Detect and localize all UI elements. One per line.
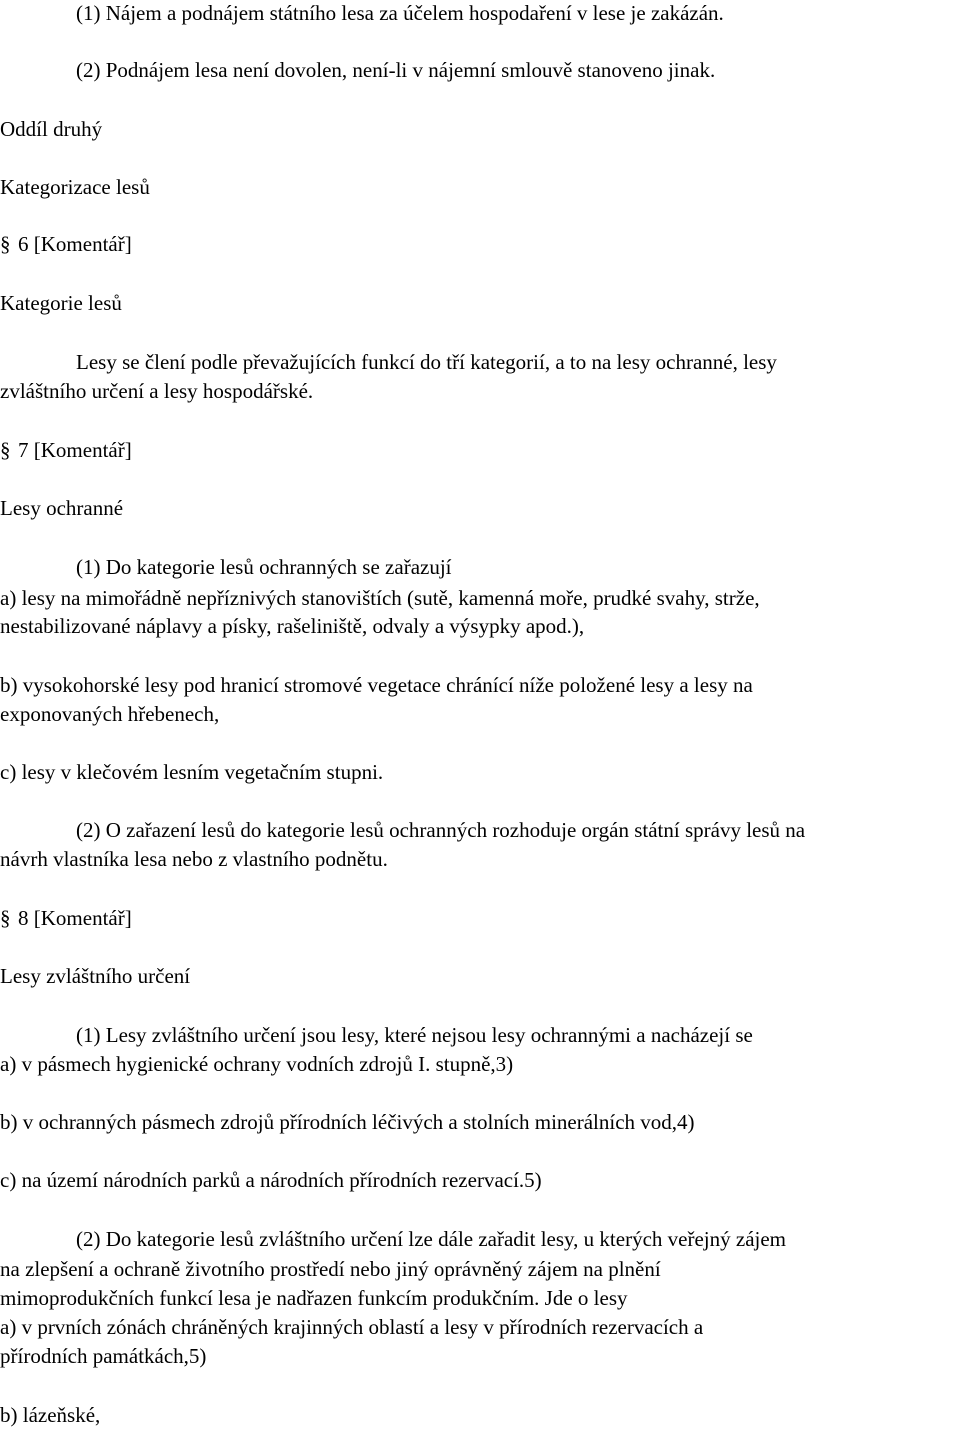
paragraph-line: (2) Do kategorie lesů zvláštního určení lze dále zařadit lesy, u kterých veřejný zájem	[76, 1227, 787, 1251]
paragraph-line: (1) Do kategorie lesů ochranných se zařazují	[76, 555, 452, 579]
paragraph-number-6[interactable]: 6 [Komentář]	[18, 232, 132, 256]
section-sign: §	[0, 906, 11, 930]
paragraph-line: (1) Lesy zvláštního určení jsou lesy, které nejsou lesy ochrannými a nacházejí se	[76, 1023, 753, 1047]
list-item: exponovaných hřebenech,	[0, 702, 220, 726]
paragraph-line: (2) O zařazení lesů do kategorie lesů ochranných rozhoduje orgán státní správy lesů na	[76, 818, 806, 842]
section-title: Kategorizace lesů	[0, 175, 150, 199]
list-item: b) v ochranných pásmech zdrojů přírodních léčivých a stolních minerálních vod,4)	[0, 1110, 695, 1134]
list-item: a) v prvních zónách chráněných krajinných oblastí a lesy v přírodních rezervacích a	[0, 1315, 704, 1339]
section-sign: §	[0, 232, 11, 256]
list-item: nestabilizované náplavy a písky, rašeliniště, odvaly a výsypky apod.),	[0, 614, 585, 638]
section-heading: Oddíl druhý	[0, 117, 103, 141]
list-item: b) vysokohorské lesy pod hranicí stromové vegetace chránící níže položené lesy a lesy na	[0, 673, 753, 697]
paragraph-line: mimoprodukčních funkcí lesa je nadřazen funkcím produkčním. Jde o lesy	[0, 1286, 628, 1310]
paragraph-line: na zlepšení a ochraně životního prostředí nebo jiný oprávněný zájem na plnění	[0, 1257, 661, 1281]
section-sign: §	[0, 438, 11, 462]
paragraph-line: (1) Nájem a podnájem státního lesa za účelem hospodaření v lese je zakázán.	[76, 1, 724, 25]
paragraph-title: Kategorie lesů	[0, 291, 122, 315]
paragraph-mark-7	[0, 437, 11, 463]
list-item: b) lázeňské,	[0, 1403, 101, 1427]
list-item: a) lesy na mimořádně nepříznivých stanovištích (sutě, kamenná moře, prudké svahy, strže,	[0, 586, 760, 610]
list-item: přírodních památkách,5)	[0, 1344, 207, 1368]
paragraph-mark-8	[0, 905, 11, 931]
paragraph-title: Lesy zvláštního určení	[0, 964, 191, 988]
paragraph-mark-6	[0, 231, 11, 257]
paragraph-line: (2) Podnájem lesa není dovolen, není-li v nájemní smlouvě stanoveno jinak.	[76, 58, 716, 82]
paragraph-line: zvláštního určení a lesy hospodářské.	[0, 379, 314, 403]
paragraph-line: Lesy se člení podle převažujících funkcí do tří kategorií, a to na lesy ochranné, lesy	[76, 350, 777, 374]
list-item: c) lesy v klečovém lesním vegetačním stupni.	[0, 760, 384, 784]
paragraph-line: návrh vlastníka lesa nebo z vlastního podnětu.	[0, 847, 388, 871]
paragraph-number-8[interactable]: 8 [Komentář]	[18, 906, 132, 930]
list-item: a) v pásmech hygienické ochrany vodních zdrojů I. stupně,3)	[0, 1052, 514, 1076]
paragraph-number-7[interactable]: 7 [Komentář]	[18, 438, 132, 462]
paragraph-title: Lesy ochranné	[0, 496, 124, 520]
list-item: c) na území národních parků a národních přírodních rezervací.5)	[0, 1168, 542, 1192]
